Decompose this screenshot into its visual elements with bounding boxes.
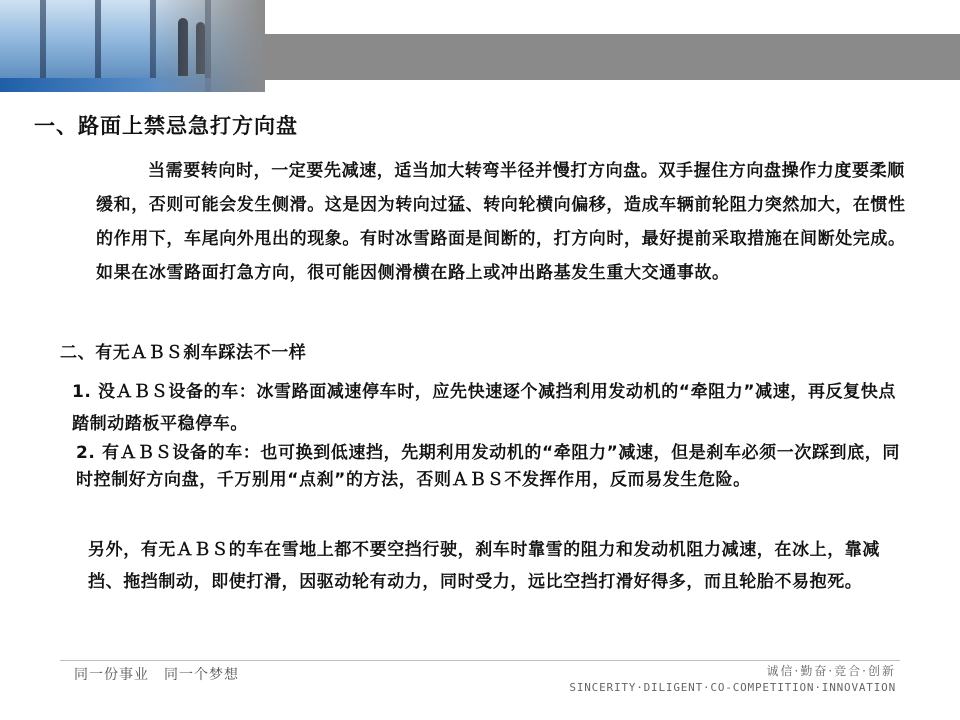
footer-motto-cn: 诚信·勤奋·竞合·创新 [766,664,896,678]
section-heading-abs: 二、有无ＡＢＳ刹车踩法不一样 [60,343,307,363]
footer-divider [60,660,900,661]
paragraph-steering: 当需要转向时，一定要先减速，适当加大转弯半径并慢打方向盘。双手握住方向盘操作力度要柔顺缓和，否则可能会发生侧滑。这是因为转向过猛、转向轮横向偏移，造成车辆前轮阻力突然加大，在惯性的作用下，车尾向外甩出的现象。有时冰雪路面是间断的，打方向时，最好提前采取措施在间断处完成。如果在冰雪路面打急方向，很可能因侧滑横在路上或冲出路基发生重大交通事故。 [96,161,906,283]
footer-motto-en: SINCERITY·DILIGENT·CO-COMPETITION·INNOVATION [569,681,896,694]
footer-slogan: 同一份事业 同一个梦想 [74,667,239,683]
paragraph-neutral-gear: 另外，有无ＡＢＳ的车在雪地上都不要空挡行驶，刹车时靠雪的阻力和发动机阻力减速，在冰上，靠减挡、拖挡制动，即使打滑，因驱动轮有动力，同时受力，远比空挡打滑好得多，而且轮胎不易抱死。 [88,540,880,592]
section-title: 一、路面上禁忌急打方向盘 [34,114,298,138]
header-photo [0,0,265,92]
list-item-no-abs: 1. 没ＡＢＳ设备的车：冰雪路面减速停车时，应先快速逐个减挡利用发动机的“牵阻力”减速，再反复快点踏制动踏板平稳停车。 [72,382,896,434]
list-item-with-abs: 2. 有ＡＢＳ设备的车：也可换到低速挡，先期利用发动机的“牵阻力”减速，但是刹车必须一次踩到底，同时控制好方向盘，千万别用“点刹”的方法，否则ＡＢＳ不发挥作用，反而易发生危险。 [76,443,900,490]
